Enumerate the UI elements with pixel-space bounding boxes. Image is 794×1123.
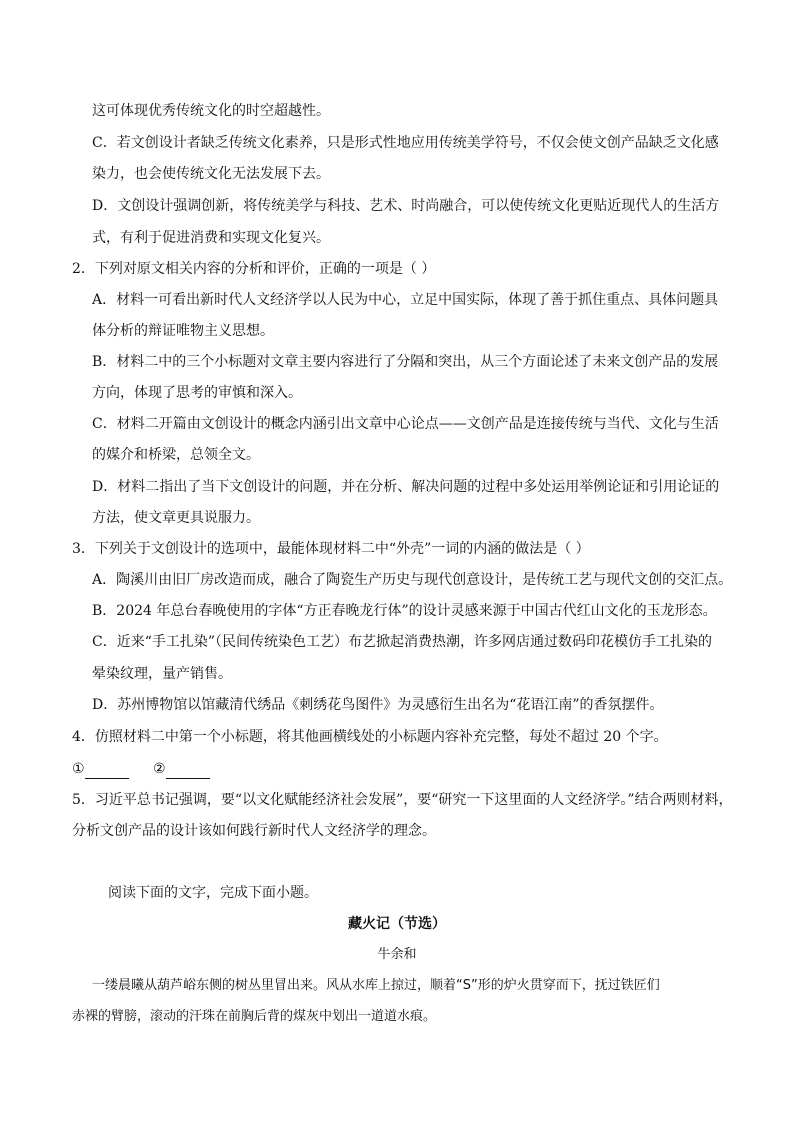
- q2-option-d: D．材料二指出了当下文创设计的问题，并在分析、解决问题的过程中多处运用举例论证和引用论证的: [92, 479, 720, 495]
- q2-option-a-cont: 体分析的辩证唯物主义思想。: [92, 323, 274, 339]
- q2-option-d-cont: 方法，使文章更具说服力。: [92, 510, 260, 526]
- question-4: 4．仿照材料二中第一个小标题，将其他画横线处的小标题内容补充完整，每处不超过 20 个字。: [72, 729, 668, 745]
- q2-option-b: B．材料二中的三个小标题对文章主要内容进行了分隔和突出，从三个方面论述了未来文创产品的发展: [92, 354, 719, 370]
- question-2: 2．下列对原文相关内容的分析和评价，正确的一项是（ ）: [72, 261, 436, 277]
- option-d-line: D．文创设计强调创新，将传统美学与科技、艺术、时尚融合，可以使传统文化更贴近现代人的生活方: [92, 198, 720, 214]
- q2-option-b-cont: 方向，体现了思考的审慎和深入。: [92, 385, 302, 401]
- story-paragraph: 一缕晨曦从葫芦峪东侧的树丛里冒出来。风从水库上掠过，顺着“S”形的炉火贯穿而下，抚过铁匠们: [92, 978, 660, 993]
- q4-answer-blanks: [72, 759, 230, 779]
- question-5-cont: 分析文创产品的设计该如何践行新时代人文经济学的理念。: [72, 823, 436, 839]
- blank-2-marker: ②: [153, 761, 166, 777]
- question-3: 3．下列关于文创设计的选项中，最能体现材料二中“外壳”一词的内涵的做法是（ ）: [72, 541, 590, 557]
- q3-option-a: A．陶溪川由旧厂房改造而成，融合了陶瓷生产历史与现代创意设计，是传统工艺与现代文创的交汇点。: [92, 572, 733, 588]
- reading-instruction: 阅读下面的文字，完成下面小题。: [108, 885, 318, 901]
- q3-option-c-cont: 晕染纹理，量产销售。: [92, 666, 232, 682]
- q3-option-d: D．苏州博物馆以馆藏清代绣品《刺绣花鸟图件》为灵感衍生出名为“花语江南”的香氛摆件。: [92, 697, 664, 713]
- blank-1-marker: ①: [72, 761, 85, 777]
- answer-blank-1[interactable]: [85, 762, 129, 779]
- story-paragraph-cont: 赤裸的臂膀，滚动的汗珠在前胸后背的煤灰中划出一道道水痕。: [72, 1009, 437, 1024]
- question-5: 5．习近平总书记强调，要“以文化赋能经济社会发展”，要“研究一下这里面的人文经济学。”结合两则材料，: [72, 792, 733, 808]
- text-line: 式，有利于促进消费和实现文化复兴。: [92, 230, 330, 246]
- text-line: 这可体现优秀传统文化的时空超越性。: [92, 103, 330, 119]
- q3-option-b: B．2024 年总台春晚使用的字体“方正春晚龙行体”的设计灵感来源于中国古代红山文化的玉龙形态。: [92, 603, 717, 619]
- story-author: 牛余和: [377, 947, 417, 962]
- q3-option-c: C．近来“手工扎染”（民间传统染色工艺）布艺掀起消费热潮，许多网店通过数码印花模仿手工扎染的: [92, 634, 713, 650]
- q2-option-a: A．材料一可看出新时代人文经济学以人民为中心，立足中国实际，体现了善于抓住重点、具体问题具: [92, 292, 719, 308]
- text-line: 染力，也会使传统文化无法发展下去。: [92, 166, 330, 182]
- q2-option-c-cont: 的媒介和桥梁，总领全文。: [92, 447, 260, 463]
- answer-blank-2[interactable]: [166, 762, 210, 779]
- story-title: 藏火记（节选）: [348, 916, 446, 932]
- q2-option-c: C．材料二开篇由文创设计的概念内涵引出文章中心论点——文创产品是连接传统与当代、文化与生活: [92, 416, 719, 432]
- option-c-line: C．若文创设计者缺乏传统文化素养，只是形式性地应用传统美学符号，不仅会使文创产品缺乏文化感: [92, 135, 719, 151]
